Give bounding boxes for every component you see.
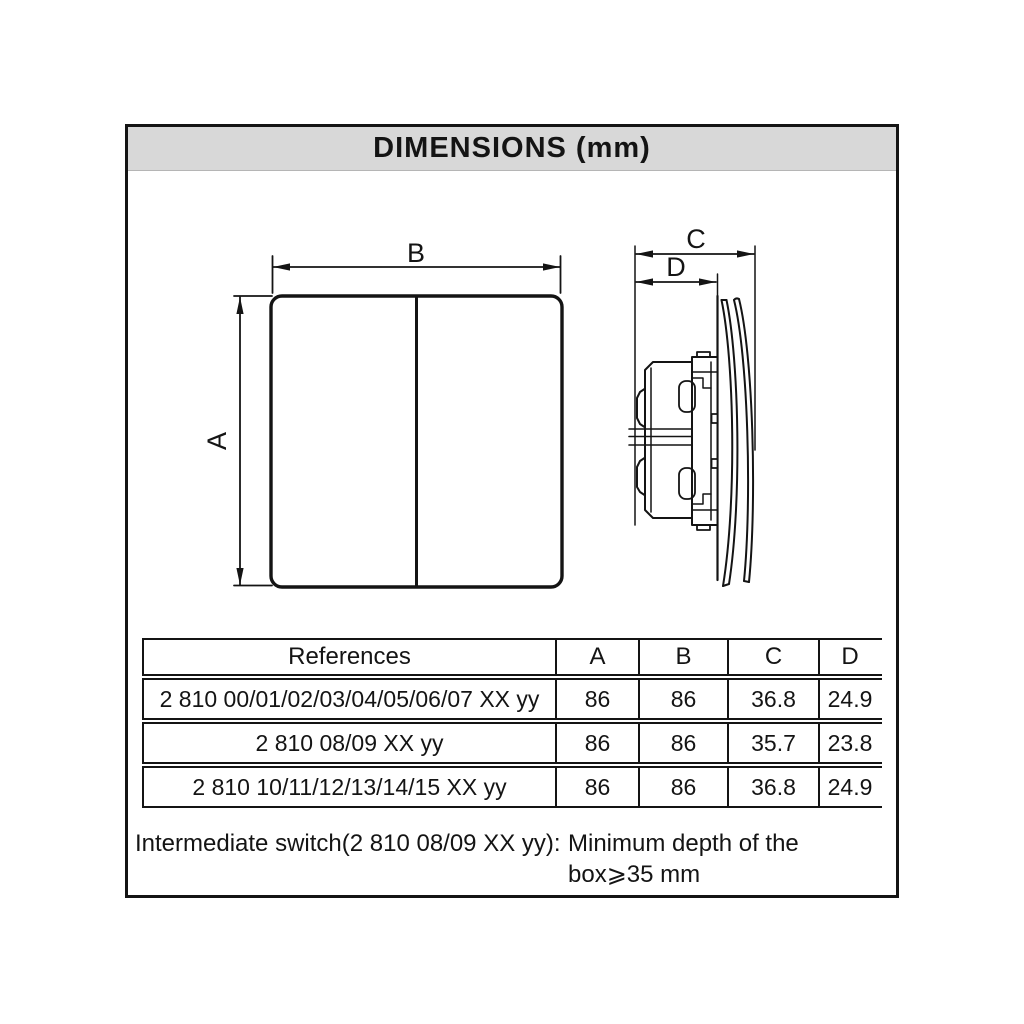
dimension-b-label: B [406,238,426,268]
table-row [142,722,882,764]
note-text-line1: Minimum depth of the [568,830,799,857]
cell-b: 86 [638,680,727,718]
header-a: A [555,640,638,674]
clip-bottom [712,459,718,468]
header-d: D [818,640,880,674]
header-b: B [638,640,727,674]
table-row [142,678,882,720]
cell-b: 86 [638,724,727,762]
cell-b: 86 [638,768,727,806]
front-view [202,238,562,587]
mechanism-flange [692,357,718,525]
cell-reference: 2 810 08/09 XX yy [255,729,444,756]
dimensions-table [142,638,882,808]
dimension-d-label: D [666,252,686,282]
side-view [629,224,755,586]
cell-c: 36.8 [727,680,818,718]
cell-c: 35.7 [727,724,818,762]
dimension-c-label: C [686,224,706,254]
table-header-row [142,638,882,676]
clip-top [712,414,718,423]
dimension-a-label: A [202,431,232,451]
header-references: References [288,643,411,670]
cell-a: 86 [555,768,638,806]
table-row [142,766,882,808]
cell-a: 86 [555,724,638,762]
page-title: DIMENSIONS (mm) [373,132,651,164]
side-cover-plate [722,300,738,586]
note-text [568,828,799,890]
mechanism-body [645,362,692,518]
cell-d: 24.9 [818,680,880,718]
cell-d: 24.9 [818,768,880,806]
cell-d: 23.8 [818,724,880,762]
header-c: C [727,640,818,674]
cell-reference: 2 810 10/11/12/13/14/15 XX yy [192,773,507,800]
side-mechanism [629,352,718,530]
cell-c: 36.8 [727,768,818,806]
dimension-a [234,296,272,586]
note-text-line2: box⩾35 mm [568,861,701,888]
cell-reference: 2 810 00/01/02/03/04/05/06/07 XX yy [159,685,540,712]
note-label: Intermediate switch(2 810 08/09 XX yy): [135,830,561,857]
cell-a: 86 [555,680,638,718]
